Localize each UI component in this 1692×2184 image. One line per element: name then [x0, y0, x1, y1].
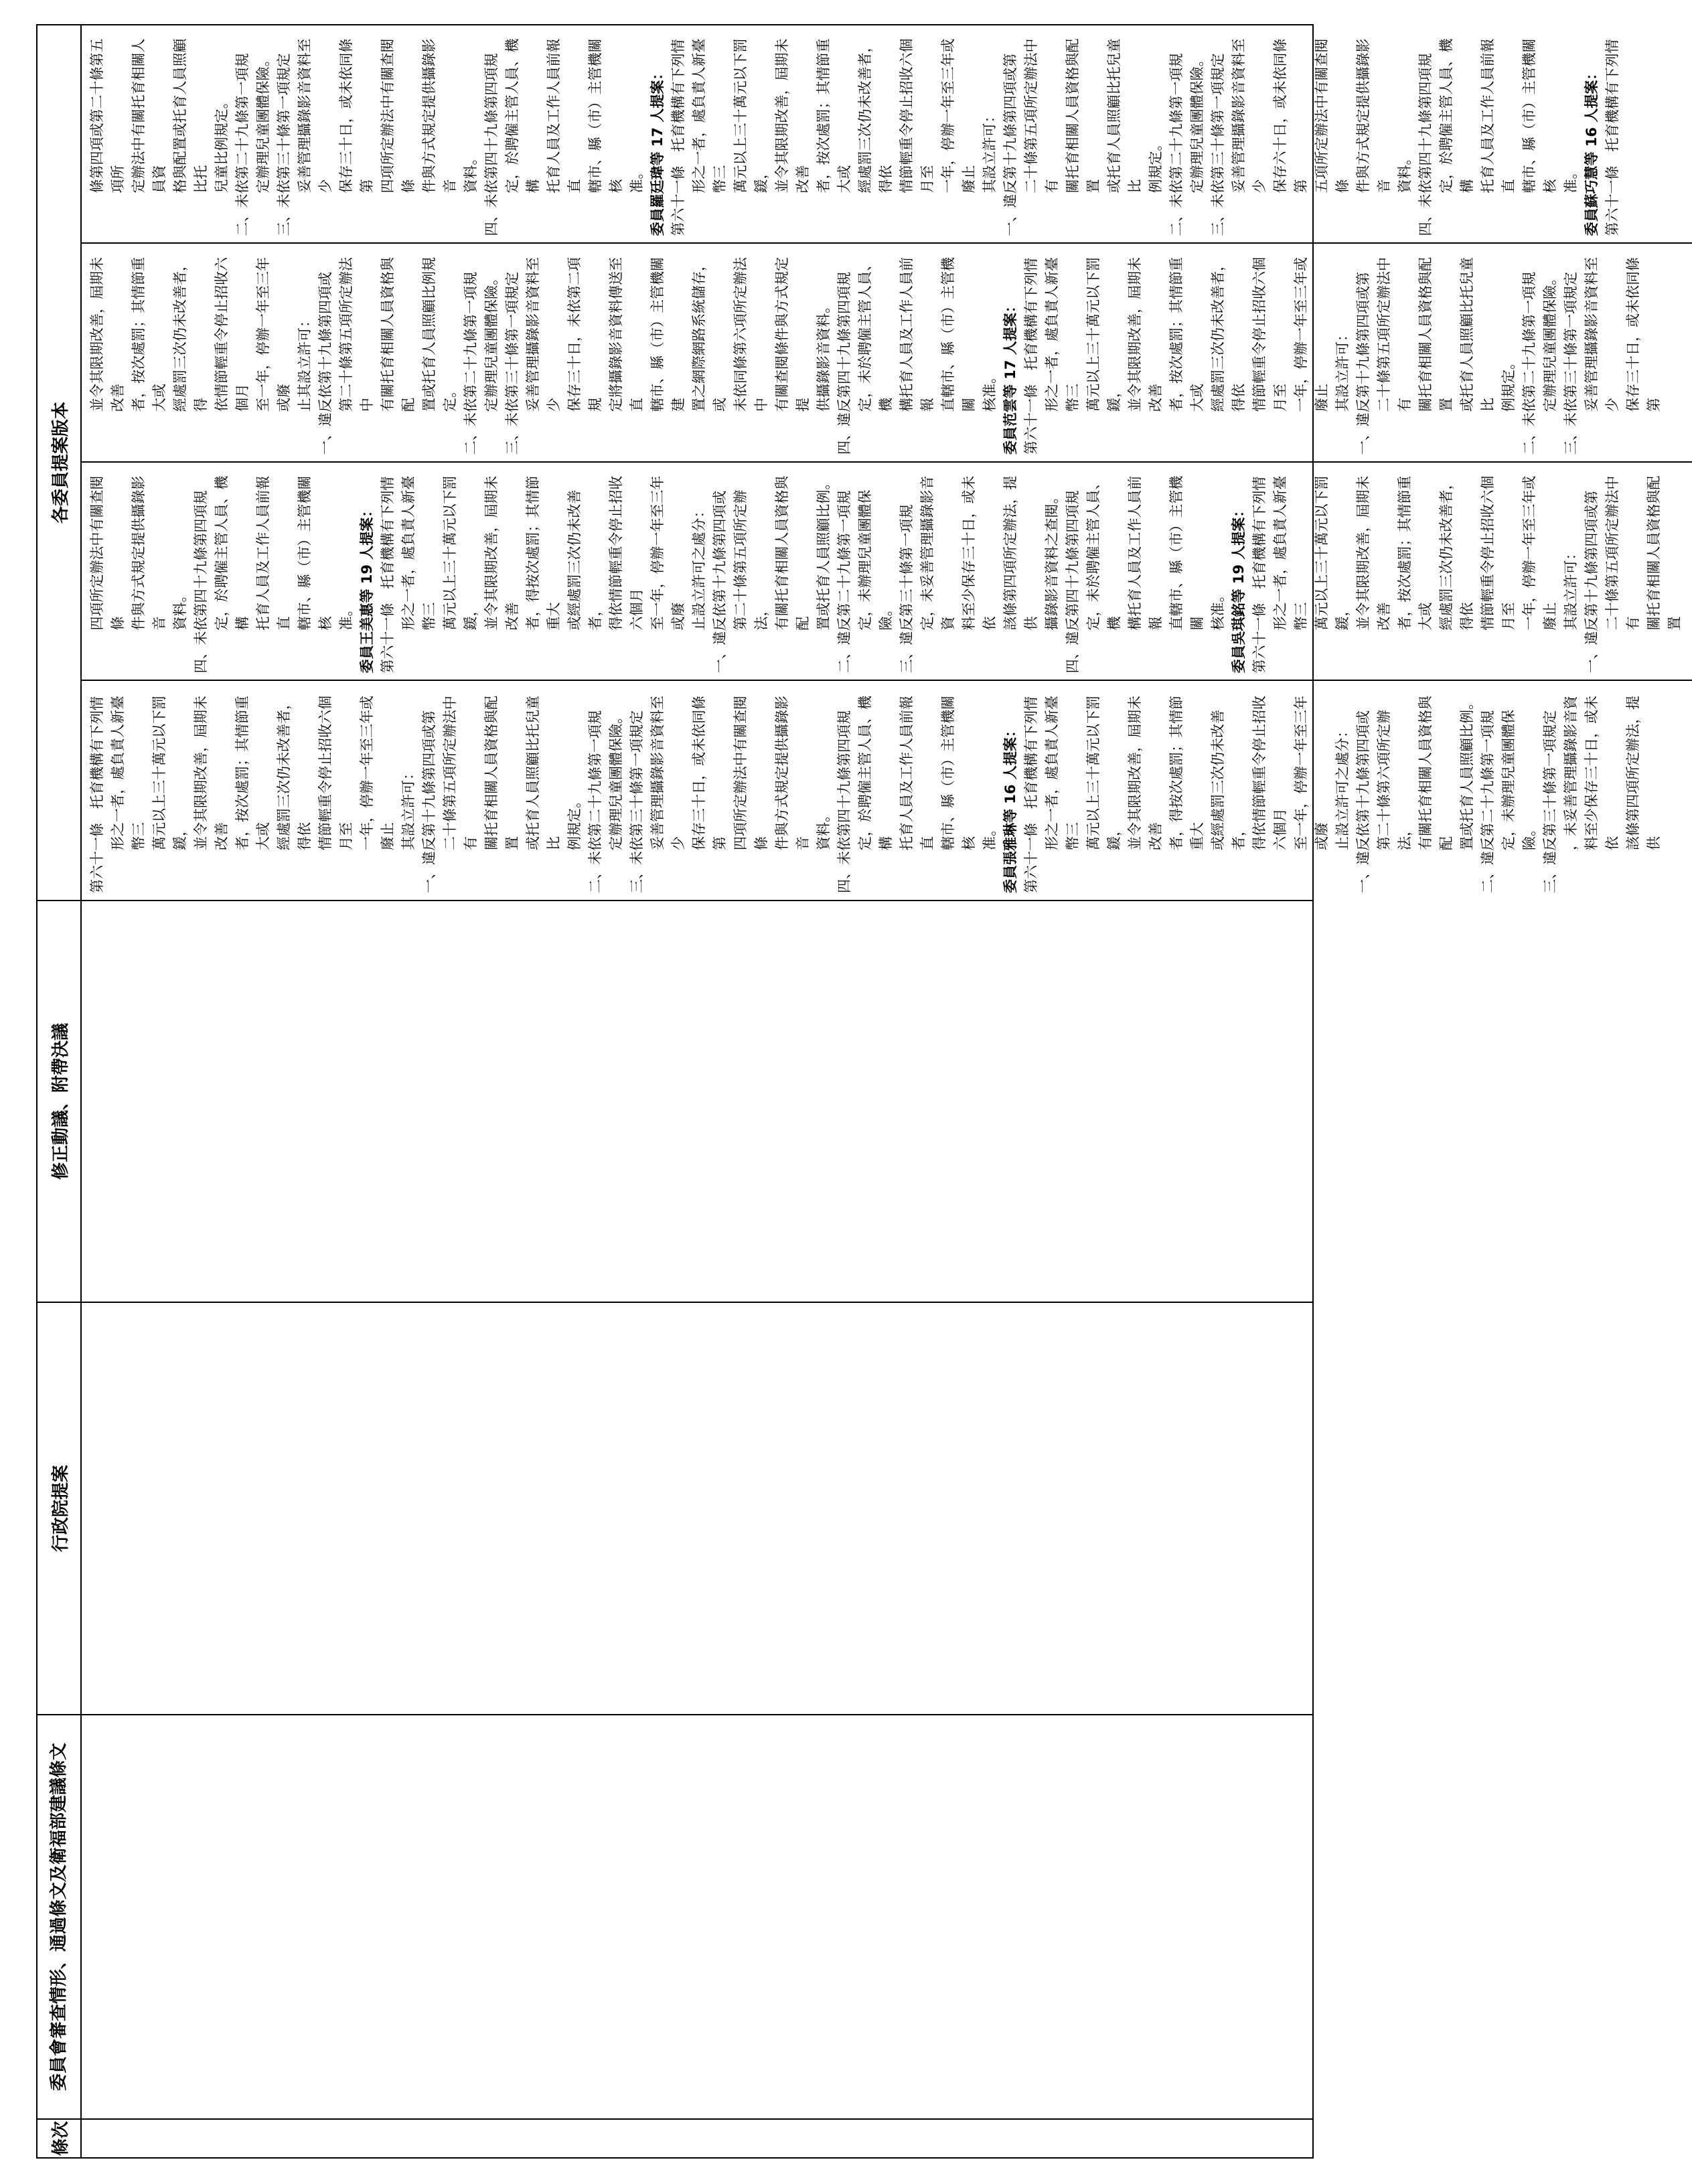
provision-line: 二、未依第二十九條第一項規 — [587, 710, 603, 893]
provision-line: 經處罰三次仍未改善者，得依 — [1438, 475, 1475, 631]
provision-line: 定辦理兒童團體保險。 — [1189, 52, 1205, 193]
provision-line: 其設立許可： — [1563, 546, 1579, 631]
provision-line: 經處罰三次仍未改善者，得依 — [276, 696, 313, 850]
provision-line: 例規定。 — [566, 794, 583, 850]
provision-line: ，未妥善管理攝錄影音資 — [1563, 696, 1579, 850]
provision-line: 准。 — [982, 822, 998, 850]
comparison-table — [36, 24, 1683, 2159]
provision-line: 一、違反第十九條第四項或第 — [421, 710, 437, 893]
provision-line: 形之一者，處負責人新臺幣三 — [691, 38, 728, 193]
proposal-heading: 委員吳琪銘等 19 人提案： — [1231, 503, 1247, 674]
provision-line: 資料。 — [1397, 151, 1413, 193]
provision-line: 第六十一條 托育機構有下列情 — [380, 476, 396, 674]
provision-line: 准。 — [1563, 165, 1579, 193]
provision-line: 止設立許可之處分： — [1334, 724, 1351, 850]
provision-line: 保存三十日，未依第二項規 — [566, 257, 603, 412]
provision-line: 情節輕重令停止招收六個月至 — [317, 696, 354, 850]
provision-line: 定，未妥善管理攝錄影音資 — [919, 475, 956, 631]
provision-line: 止其設立許可： — [297, 313, 313, 412]
provision-line: 資料。 — [816, 808, 832, 850]
provision-line: 置或托育人員照顧比例。 — [816, 475, 832, 631]
provision-line: 妥善管理攝錄影音資料至少 — [1584, 257, 1620, 412]
provision-line: 形之一者，處負責人新臺幣三 — [110, 696, 147, 850]
provision-line: 四、違反第四十九條第四項規 — [1065, 490, 1081, 674]
provision-line: 料至少保存三十日，或未依 — [961, 475, 998, 631]
provision-line: 三、違反第三十條第一項規 — [899, 504, 915, 674]
cell-executive-proposal — [81, 1302, 1313, 1715]
provision-line: 關托育相關人員資格與配置 — [483, 696, 520, 850]
provision-line: 定，於聘僱主管人員、機構 — [857, 696, 894, 850]
provision-line: 轄市、縣（市）主管機關核 — [297, 475, 333, 631]
provision-line: 三、未依第三十條第一項規定 — [1210, 53, 1226, 236]
provision-line: 攝錄影音資料之查閱。 — [1044, 489, 1060, 631]
provision-line: 經處罰三次仍未改善者，得 — [172, 257, 209, 412]
provision-line: 准。 — [338, 602, 354, 631]
provision-line: 其設立許可： — [982, 108, 998, 193]
provision-line: 得依情節輕重令停止招收六個月 — [1251, 696, 1288, 850]
cell-committee-review — [81, 1715, 1313, 2119]
provision-line: 定，未辦理兒童團體保險。 — [857, 489, 894, 631]
provision-line: 件與方式規定提供攝錄影音 — [421, 38, 458, 193]
provision-line: 者，得按次處罰；其情節重大 — [525, 475, 562, 631]
provision-line: 定，未於聘僱主管人員、機 — [1085, 475, 1122, 631]
provision-line: 定辦理兒童團體保險。 — [483, 271, 499, 412]
provision-line: 並令其限期改善，屆期未改善 — [193, 696, 230, 850]
provision-line: 轄市、縣（市）主管機關核 — [940, 696, 977, 850]
provision-line: 四、未依第四十九條第四項規 — [1417, 53, 1434, 236]
provision-line: 或經處罰三次仍未改善者， — [566, 489, 603, 631]
provision-line: 並令其限期改善，屆期未改善 — [1127, 696, 1164, 850]
provision-line: 轄市、縣（市）主管機關核 — [587, 38, 624, 193]
provision-line: 一年，停辦一年至三年或廢止 — [359, 696, 396, 850]
provision-line: 萬元以上三十萬元以下罰鍰， — [151, 696, 188, 850]
provision-line: 有關托育相關人員資格與配 — [774, 475, 811, 631]
provision-line: 資料。 — [463, 151, 479, 193]
provision-line: 或托育人員照顧比托兒童比 — [525, 696, 562, 850]
provision-line: 有關托育相關人員資格與配 — [380, 257, 416, 412]
provision-line: 得依情節輕重令停止招收六個月 — [608, 475, 645, 631]
provision-line: 定將攝錄影音資料傳送至直 — [608, 257, 645, 412]
member-proposal-columns — [82, 25, 1683, 900]
provision-line: 一、違反依第十九條第四項或 — [712, 490, 728, 674]
provision-line: 保存三十日，或未依同條第 — [1625, 257, 1662, 412]
provision-line: 構托育人員及工作人員前報 — [1127, 475, 1164, 631]
provision-line: 四項所定辦法中有關查閱條 — [380, 38, 416, 193]
provision-line: 經處罰三次仍未改善者，得依 — [1210, 257, 1247, 412]
provision-line: 第六十一條 托育機構有下列情 — [89, 696, 105, 893]
provision-line: 二、未依第二十九條第一項規 — [234, 53, 250, 236]
provision-line: 並令其限期改善，屆期未改善 — [483, 475, 520, 631]
provision-line: 定，未辦理兒童團體保險。 — [1501, 710, 1537, 850]
provision-line: 萬元以上三十萬元以下罰鍰， — [442, 475, 479, 631]
provision-line: 至一年，停辦一年至三年或廢 — [649, 475, 686, 631]
member-column — [82, 463, 1692, 682]
provision-line: 情節輕重令停止招收六個月至 — [1251, 257, 1288, 412]
provision-line: 形之一者，處負責人新臺幣三 — [1044, 696, 1081, 850]
provision-line: 經處罰三次仍未改善者，得依 — [857, 38, 894, 193]
proposal-heading: 委員蘇巧慧等 16 人提案： — [1584, 66, 1600, 236]
proposal-heading: 委員范雲等 17 人提案： — [1002, 299, 1018, 455]
provision-line: 第六十一條 托育機構有下列情 — [1604, 39, 1620, 236]
provision-line: 二十條第五項所定辦法中有 — [442, 696, 479, 850]
provision-line: 准。 — [629, 165, 645, 193]
provision-line: 三、未依第三十條第一項規定 — [276, 53, 292, 236]
cell-article-no — [81, 2119, 1313, 2158]
provision-line: 例規定。 — [1148, 137, 1164, 193]
provision-line: 保存三十日，或未依同條第 — [691, 696, 728, 850]
provision-line: 三、未依第三十條第一項規定 — [504, 272, 520, 455]
provision-line: 或經處罰三次仍未改善者， — [1210, 710, 1247, 850]
provision-line: 妥善管理攝錄影音資料至少 — [297, 38, 333, 193]
provision-line: 妥善管理攝錄影音資料至少 — [649, 696, 686, 850]
provision-line: 至一年，停辦一年至三年或廢 — [255, 257, 292, 412]
provision-line: 形之一者，處負責人新臺幣三 — [1044, 257, 1081, 412]
provision-line: 並令其限期改善，屆期未改善 — [89, 257, 126, 412]
provision-line: 一、違反第十九條第四項或第 — [1355, 272, 1371, 455]
provision-line: 至一年，停辦一年至三年或廢 — [1293, 696, 1330, 850]
provision-line: 四、未依第四十九條第四項規 — [836, 710, 852, 893]
member-column — [82, 244, 1692, 463]
provision-line: 托育人員及工作人員前報直 — [899, 696, 935, 850]
provision-line: 三、未依第三十條第一項規定 — [629, 710, 645, 893]
provision-line: 或托育人員照顧比托兒童比 — [1106, 38, 1143, 193]
provision-line: 並令其限期改善，屆期未改善 — [1127, 257, 1164, 412]
provision-line: 置或托育人員照顧比例規 — [421, 257, 437, 412]
provision-line: 第二十條第五項所定辦法， — [733, 489, 769, 631]
provision-line: 第二十條第六項所定辦法， — [1376, 710, 1413, 850]
provision-line: 托育人員及工作人員前報直 — [1480, 38, 1517, 193]
provision-line: 核准。 — [1210, 588, 1226, 631]
provision-line: 其設立許可： — [400, 766, 416, 850]
provision-line: 第二十條第五項所定辦法中 — [338, 257, 375, 412]
provision-line: 構托育人員及工作人員前報 — [899, 257, 935, 412]
provision-line: 核准。 — [982, 370, 998, 412]
provision-line: 妥善管理攝錄影音資料至少 — [1231, 38, 1267, 193]
provision-line: 者，按次處罰；其情節重大或 — [816, 38, 852, 193]
provision-line: 供攝錄影音資料。 — [816, 299, 832, 412]
provision-line: 定辦理兒童團體保險。 — [608, 710, 624, 850]
provision-line: 該條第四項所定辦法，提供 — [1625, 696, 1662, 850]
provision-line: 一、違反依第十九條第四項或 — [1355, 710, 1371, 893]
provision-line: 保存三十日，或未依同條第 — [338, 38, 375, 193]
provision-line: 二、未依第二十九條第一項規 — [1168, 53, 1184, 236]
provision-line: 形之一者，處負責人新臺幣三 — [1272, 475, 1309, 631]
provision-line: 格與配置或托育人員照顧比托 — [172, 38, 209, 193]
provision-line: 第六十一條 托育機構有下列情 — [1023, 258, 1039, 455]
provision-line: 第六十一條 托育機構有下列情 — [670, 39, 686, 236]
provision-line: 未依同條第六項所定辦法中 — [733, 257, 769, 412]
header-member-proposals: 各委員提案版本 — [37, 25, 81, 901]
provision-line: 者，按次處罰；其情節重大或 — [131, 257, 167, 412]
provision-line: 定，於聘僱主管人員、機構 — [1438, 38, 1475, 193]
provision-line: 萬元以上三十萬元以下罰鍰， — [1314, 475, 1351, 631]
provision-line: 二、未依第二十九條第一項規 — [1521, 272, 1537, 455]
provision-line: 依情節輕重令停止招收六個月 — [214, 257, 250, 412]
header-article-no: 條次 — [37, 2119, 81, 2158]
provision-line: 定辦理兒童團體保險。 — [255, 52, 271, 193]
provision-line: 者，得按次處罰；其情節重大 — [1168, 696, 1205, 850]
provision-line: 轄市、縣（市）主管機關核 — [1521, 38, 1558, 193]
provision-line: 定辦法中有關托育相關人員資 — [131, 38, 167, 193]
provision-line: 關托育相關人員資格與配置 — [1417, 257, 1454, 412]
provision-line: 一、違反第十九條第四項或第 — [1002, 53, 1018, 236]
provision-line: 一年，停辦一年至三年或廢止 — [940, 38, 977, 193]
provision-line: 並令其限期改善，屆期未改善 — [774, 38, 811, 193]
provision-line: 妥善管理攝錄影音資料至少 — [525, 257, 562, 412]
proposal-heading: 委員張雅琳等 16 人提案： — [1002, 723, 1018, 893]
provision-line: 二、未依第二十九條第一項規 — [463, 272, 479, 455]
provision-line: 托育人員及工作人員前報直 — [255, 475, 292, 631]
member-column — [82, 25, 1692, 244]
provision-line: 四、違反第四十九條第四項規 — [836, 272, 852, 455]
provision-line: 二十條第五項所定辦法中有 — [1604, 475, 1641, 631]
provision-line: 定，於聘僱主管人員、機構 — [504, 38, 541, 193]
provision-line: 萬元以上三十萬元以下罰鍰， — [1085, 696, 1122, 850]
provision-line: 置或托育人員照顧比例。 — [1459, 696, 1475, 850]
provision-line: 二十條第五項所定辦法中有 — [1376, 257, 1413, 412]
provision-line: 例規定。 — [1501, 356, 1517, 412]
provision-line: 三、未依第三十條第一項規定 — [1563, 272, 1579, 455]
header-amendment-motion: 修正動議、附帶決議 — [37, 901, 81, 1302]
provision-line: 二十條第五項所定辦法中有 — [1023, 38, 1060, 193]
provision-line: 其設立許可： — [1334, 327, 1351, 412]
provision-line: 五項所定辦法中有關查閱條 — [1314, 38, 1351, 193]
header-executive-proposal: 行政院提案 — [37, 1302, 81, 1715]
provision-line: 一、違反依第十九條第四項或 — [317, 272, 333, 455]
provision-line: 萬元以上三十萬元以下罰鍰， — [733, 38, 769, 193]
provision-line: 定辦理兒童團體保險。 — [1542, 271, 1558, 412]
provision-line: 料至少保存三十日，或未依 — [1584, 696, 1620, 850]
provision-line: 萬元以上三十萬元以下罰鍰， — [1085, 257, 1122, 412]
provision-line: 第六十一條 托育機構有下列情 — [1023, 696, 1039, 893]
provision-line: 者，按次處罰；其情節重大或 — [234, 696, 271, 850]
provision-line: 四項所定辦法中有關查閱條 — [89, 475, 126, 631]
provision-line: 轄市、縣（市）主管機關建 — [649, 257, 686, 412]
provision-line: 情節輕重令停止招收六個月至 — [1480, 475, 1517, 631]
provision-line: 定，於聘僱主管人員、機構 — [214, 475, 250, 631]
provision-line: 一年，停辦一年至三年或廢止 — [1521, 475, 1558, 631]
provision-line: 條第四項或第二十條第五項所 — [89, 38, 126, 193]
proposal-heading: 委員王美惠等 19 人提案： — [359, 503, 375, 674]
provision-line: 直轄市、縣（市）主管機關 — [1168, 475, 1205, 631]
provision-line: 一年，停辦一年至三年或廢止 — [1293, 257, 1330, 412]
provision-line: 關托育相關人員資格與配置 — [1646, 475, 1683, 631]
member-column — [82, 682, 1692, 901]
provision-line: 者，按次處罰；其情節重大或 — [1168, 257, 1205, 412]
provision-line: 關托育相關人員資格與配置 — [1065, 38, 1101, 193]
provision-line: 定。 — [442, 384, 458, 412]
provision-line: 三、違反第三十條第一項規定 — [1542, 710, 1558, 893]
provision-line: 兒童比例規定。 — [214, 94, 230, 193]
header-committee-review: 委員會審查情形、通過條文及衛福部建議條文 — [37, 1715, 81, 2119]
provision-line: 四項所定辦法中有關查閱條 — [733, 696, 769, 850]
provision-line: 該條第四項所定辦法，提供 — [1002, 475, 1039, 631]
provision-line: 直轄市、縣（市）主管機關 — [940, 257, 977, 412]
provision-line: 有關托育相關人員資格與配 — [1417, 696, 1454, 850]
provision-line: 並令其限期改善，屆期未改善 — [1355, 475, 1392, 631]
cell-member-proposals — [81, 25, 1683, 901]
provision-line: 件與方式規定提供攝錄影音 — [1355, 38, 1392, 193]
provision-line: 或托育人員照顧比托兒童比 — [1459, 257, 1496, 412]
provision-line: 件與方式規定提供攝錄影音 — [774, 696, 811, 850]
provision-line: 一、違反第十九條第四項或第 — [1584, 490, 1600, 674]
provision-line: 資料。 — [172, 588, 188, 631]
cell-amendment-motion — [81, 901, 1313, 1302]
provision-line: 有關查閱條件與方式規定提 — [774, 257, 811, 412]
provision-line: 二、違反第二十九條第一項規 — [1480, 710, 1496, 893]
provision-line: 置之網際網路系統儲存，或 — [691, 257, 728, 412]
provision-line: 情節輕重令停止招收六個月至 — [899, 38, 935, 193]
provision-line: 定，未於聘僱主管人員、機 — [857, 257, 894, 412]
provision-line: 件與方式規定提供攝錄影音 — [131, 475, 167, 631]
proposal-heading: 委員羅廷瑋等 17 人提案： — [649, 66, 666, 236]
provision-line: 第六十一條 托育機構有下列情 — [1251, 476, 1267, 674]
provision-line: 止設立許可之處分： — [691, 503, 707, 631]
provision-line: 形之一者，處負責人新臺幣三 — [400, 475, 437, 631]
provision-line: 保存六十日，或未依同條第 — [1272, 38, 1309, 193]
provision-line: 者，按次處罰；其情節重大或 — [1397, 475, 1434, 631]
provision-line: 托育人員及工作人員前報直 — [546, 38, 583, 193]
provision-line: 四、未依第四十九條第四項規 — [483, 53, 499, 236]
provision-line: 二、違反第二十九條第一項規 — [836, 490, 852, 674]
provision-line: 四、未依第四十九條第四項規 — [193, 490, 209, 674]
